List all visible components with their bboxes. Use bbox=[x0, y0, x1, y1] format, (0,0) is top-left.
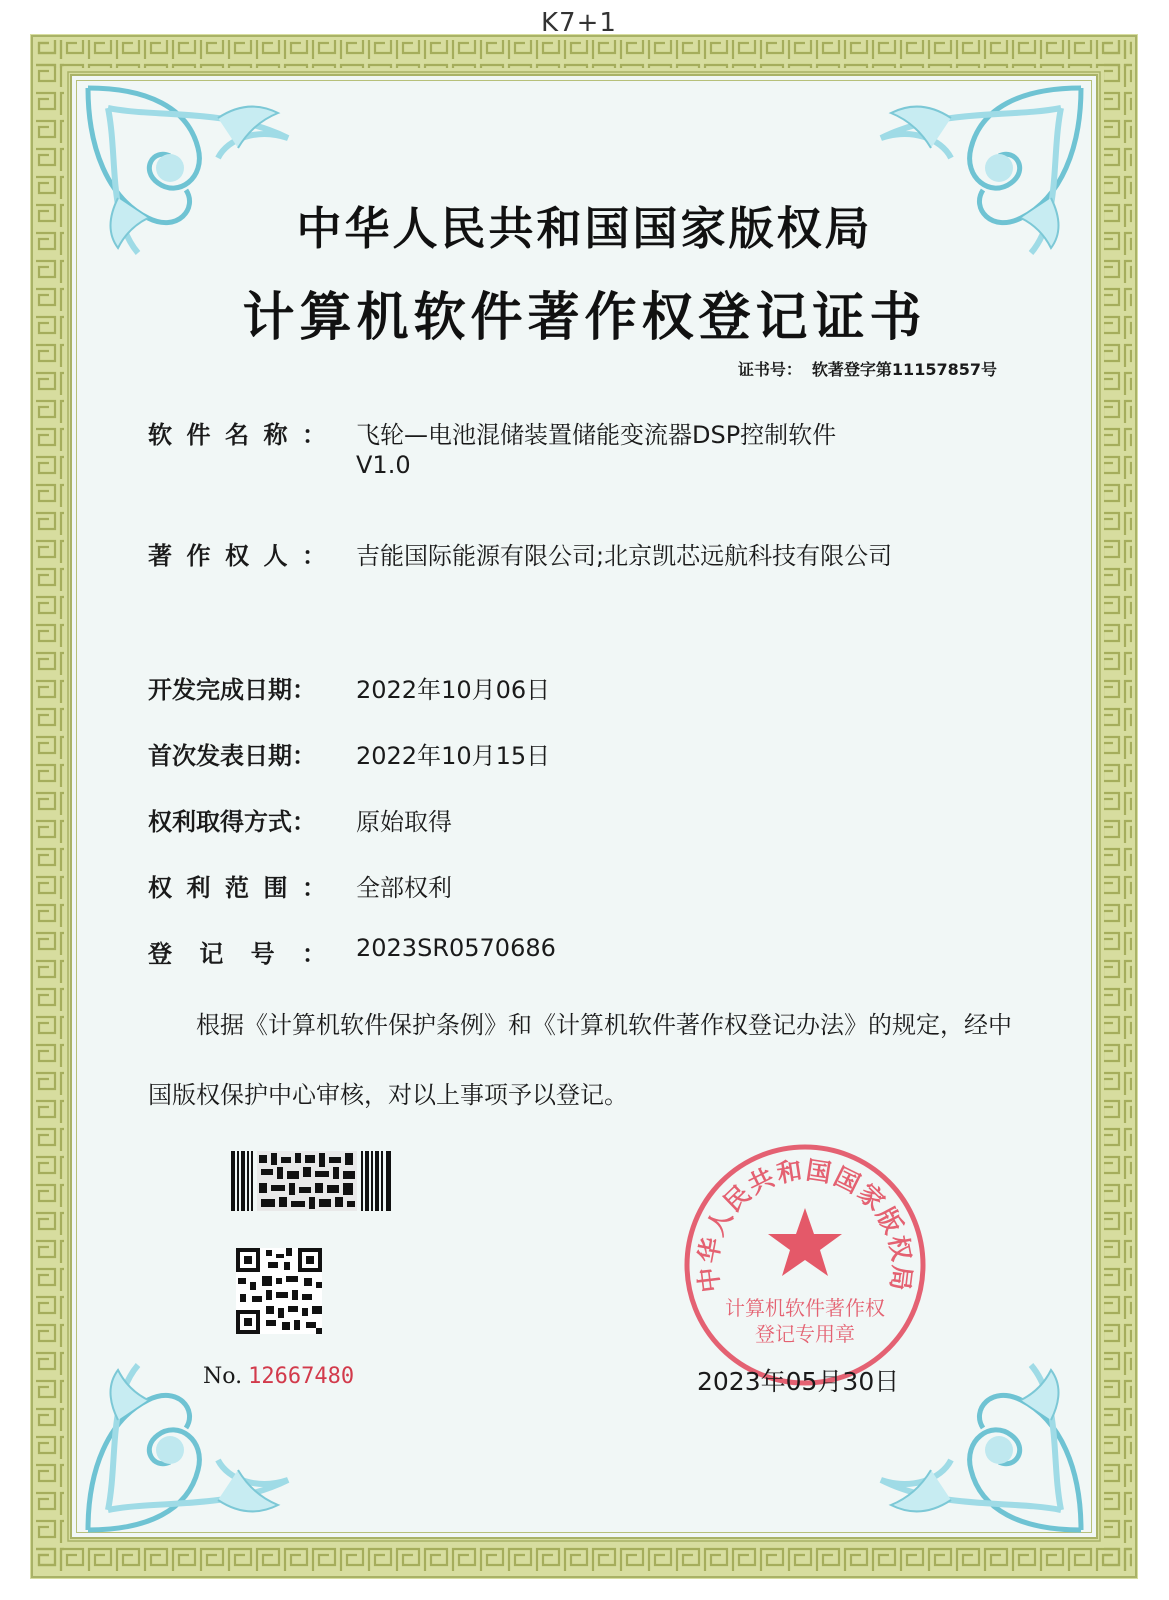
serial-number bbox=[203, 1364, 354, 1389]
rights-scope-label: 权利范围： bbox=[148, 874, 326, 902]
registration-number-label: 登记号： bbox=[148, 940, 326, 968]
first-publication-date-value: 2022年10月15日 bbox=[356, 742, 551, 770]
acquisition-method-label: 权利取得方式： bbox=[148, 808, 316, 836]
seal-inner-line1: 计算机软件著作权 bbox=[725, 1296, 885, 1320]
certificate-number bbox=[728, 357, 997, 380]
certificate-number-value: 软著登字第11157857号 bbox=[811, 360, 997, 379]
certificate-title: 计算机软件著作权登记证书 bbox=[242, 288, 927, 348]
first-publication-date-label: 首次发表日期： bbox=[148, 742, 316, 770]
issuer-title: 中华人民共和国国家版权局 bbox=[296, 202, 873, 255]
issue-date: 2023年05月30日 bbox=[697, 1367, 900, 1396]
completion-date-label: 开发完成日期： bbox=[148, 676, 316, 704]
software-name-value: 飞轮—电池混储装置储能变流器DSP控制软件 bbox=[356, 421, 837, 449]
field-rights-scope bbox=[148, 868, 452, 903]
registration-number-value: 2023SR0570686 bbox=[356, 934, 556, 962]
field-registration-number bbox=[148, 934, 556, 969]
registration-statement: 根据《计算机软件保护条例》和《计算机软件著作权登记办法》的规定，经中国版权保护中心审核，对以上事项予以登记。 bbox=[148, 1011, 1012, 1109]
rights-scope-value: 全部权利 bbox=[356, 874, 452, 902]
barcode bbox=[231, 1151, 392, 1211]
completion-date-value: 2022年10月06日 bbox=[356, 676, 551, 704]
handwritten-note: K7+1 bbox=[541, 8, 617, 38]
certificate-number-label: 证书号： bbox=[737, 360, 802, 379]
acquisition-method-value: 原始取得 bbox=[356, 808, 452, 836]
qr-code bbox=[236, 1248, 322, 1334]
field-acquisition-method bbox=[148, 802, 452, 837]
field-copyright-owner bbox=[148, 536, 893, 571]
seal-inner-line2: 登记专用章 bbox=[755, 1322, 855, 1346]
software-version-value: V1.0 bbox=[356, 451, 411, 479]
copyright-owner-value: 吉能国际能源有限公司;北京凯芯远航科技有限公司 bbox=[356, 542, 893, 570]
field-completion-date bbox=[148, 670, 551, 705]
software-name-label: 软件名称： bbox=[148, 421, 326, 449]
serial-value: 12667480 bbox=[248, 1364, 355, 1389]
field-software-name bbox=[148, 415, 837, 479]
official-seal bbox=[680, 1140, 930, 1390]
seal-outer-text: 中华人民共和国国家版权局 bbox=[693, 1155, 917, 1295]
field-first-publication-date bbox=[148, 736, 551, 771]
serial-prefix: No. bbox=[203, 1364, 243, 1389]
copyright-owner-label: 著作权人： bbox=[148, 542, 326, 570]
